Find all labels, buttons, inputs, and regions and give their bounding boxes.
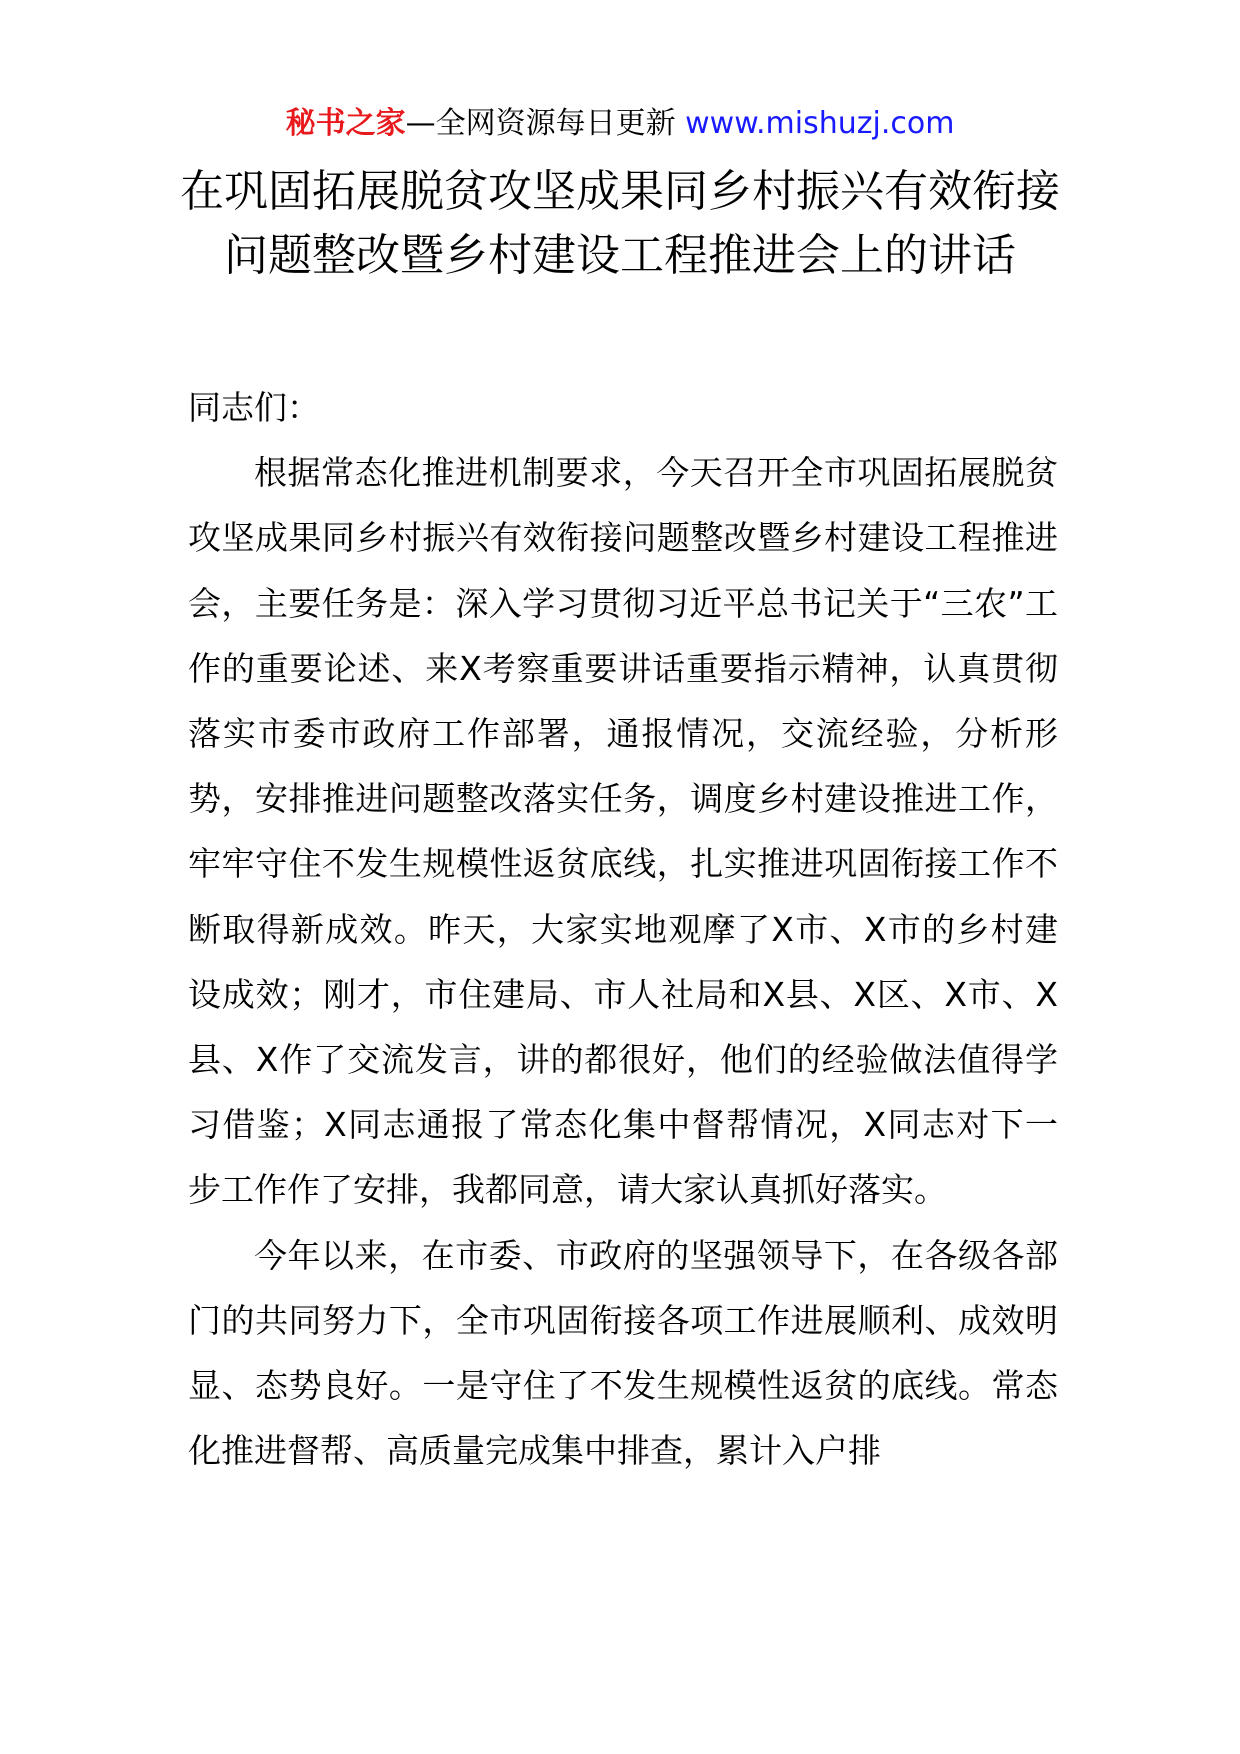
site-header	[0, 100, 1240, 148]
site-brand: 秘书之家	[285, 106, 406, 141]
site-url-link[interactable]: www.mishuzj.com	[685, 106, 955, 141]
paragraph: 今年以来，在市委、市政府的坚强领导下，在各级各部门的共同努力下，全市巩固衔接各项工作进展顺利、成效明显、态势良好。一是守住了不发生规模性返贫的底线。常态化推进督帮、高质量完成集中排查，累计入户排	[188, 1235, 1058, 1471]
site-tagline: —全网资源每日更新	[405, 106, 676, 141]
paragraph: 根据常态化推进机制要求，今天召开全市巩固拓展脱贫攻坚成果同乡村振兴有效衔接问题整改暨乡村建设工程推进会，主要任务是：深入学习贯彻习近平总书记关于“三农”工作的重要论述、来X考察重要讲话重要指示精神，认真贯彻落实市委市政府工作部署，通报情况，交流经验，分析形势，安排推进问题整改落实任务，调度乡村建设推进工作，牢牢守住不发生规模性返贫底线，扎实推进巩固衔接工作不断取得新成效。昨天，大家实地观摩了X市、X市的乡村建设成效；刚才，市住建局、市人社局和X县、X区、X市、X县、X作了交流发言，讲的都很好，他们的经验做法值得学习借鉴；X同志通报了常态化集中督帮情况，X同志对下一步工作作了安排，我都同意，请大家认真抓好落实。	[188, 453, 1058, 1210]
document-title: 在巩固拓展脱贫攻坚成果同乡村振兴有效衔接问题整改暨乡村建设工程推进会上的讲话	[180, 166, 1060, 281]
document-body	[188, 375, 1058, 1483]
salutation: 同志们：	[188, 388, 320, 427]
